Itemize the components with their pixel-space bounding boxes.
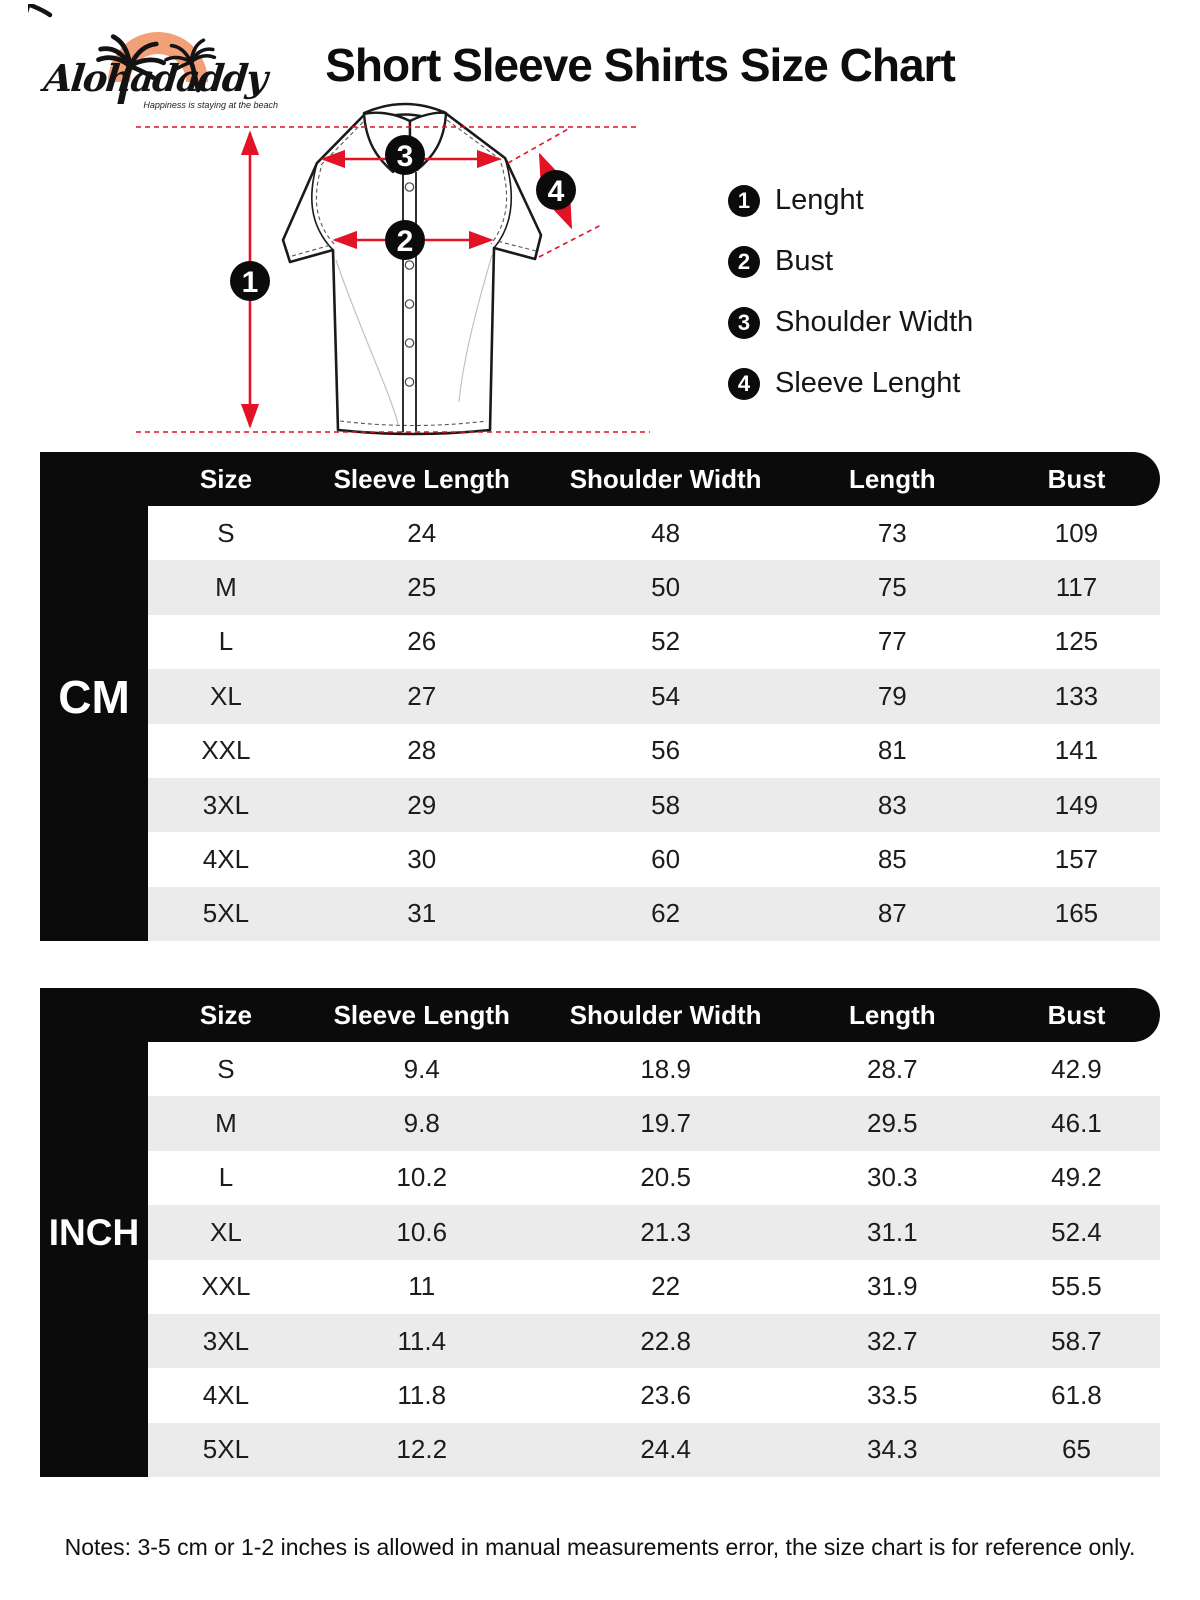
cm-size-table: [40, 452, 1160, 941]
value-cell: 75: [877, 572, 907, 603]
table-row: [148, 778, 1160, 832]
page-title: Short Sleeve Shirts Size Chart: [325, 39, 955, 91]
value-cell: 52.4: [1051, 1216, 1102, 1247]
value-cell: 31.1: [866, 1216, 918, 1247]
value-cell: 109: [1054, 517, 1099, 548]
value-cell: 56: [651, 735, 681, 766]
value-cell: 117: [1055, 572, 1098, 603]
value-cell: 21.3: [640, 1216, 691, 1247]
size-cell: 4XL: [202, 1380, 250, 1411]
legend-item-length: [728, 183, 973, 218]
size-cell: 5XL: [202, 898, 250, 929]
value-cell: 149: [1054, 789, 1099, 820]
value-cell: 125: [1054, 626, 1099, 657]
inch-table-body: [148, 1042, 1160, 1477]
marker-number-2: 2: [396, 225, 414, 258]
sleeve-guide-top: [508, 128, 570, 163]
shirt-diagram: [120, 90, 720, 450]
value-cell: 23.6: [640, 1380, 691, 1411]
value-cell: 25: [407, 572, 437, 603]
table-row: [148, 560, 1160, 614]
legend-label: Shoulder Width: [775, 306, 974, 338]
table-row: [148, 1205, 1160, 1259]
inch-table-header: [40, 988, 1160, 1042]
shirt-diagram-art: [120, 90, 720, 450]
value-cell: 55.5: [1051, 1271, 1102, 1302]
column-header: Sleeve Length: [333, 999, 510, 1030]
value-cell: 29: [407, 789, 437, 820]
value-cell: 87: [877, 898, 907, 929]
value-cell: 28: [407, 735, 437, 766]
value-cell: 18.9: [640, 1053, 691, 1084]
legend-label: Bust: [775, 245, 834, 277]
value-cell: 60: [651, 844, 681, 875]
brand-tagline: Happiness is staying at the beach: [143, 100, 278, 110]
value-cell: 61.8: [1051, 1380, 1102, 1411]
value-cell: 9.4: [403, 1053, 440, 1084]
value-cell: 141: [1054, 735, 1099, 766]
inch-size-table: [40, 988, 1160, 1477]
value-cell: 31.9: [866, 1271, 918, 1302]
column-header: Shoulder Width: [569, 463, 762, 494]
column-header: Sleeve Length: [333, 463, 510, 494]
sleeve-guide-bottom: [539, 224, 603, 257]
palm-tree-icon: [28, 4, 60, 40]
table-row: [148, 1151, 1160, 1205]
value-cell: 24.4: [640, 1434, 691, 1465]
value-cell: 46.1: [1051, 1108, 1102, 1139]
size-cell: 4XL: [202, 844, 250, 875]
value-cell: 24: [407, 517, 437, 548]
value-cell: 32.7: [866, 1325, 918, 1356]
table-row: [148, 615, 1160, 669]
size-cell: S: [217, 517, 235, 548]
table-row: [148, 669, 1160, 723]
column-header: Bust: [1047, 999, 1106, 1030]
table-row: [148, 1260, 1160, 1314]
value-cell: 11.8: [397, 1380, 447, 1411]
size-cell: L: [218, 1162, 234, 1193]
value-cell: 11.4: [397, 1325, 447, 1356]
value-cell: 11: [408, 1271, 436, 1302]
value-cell: 79: [877, 680, 907, 711]
size-cell: 3XL: [202, 1325, 250, 1356]
legend-item-bust: [728, 244, 973, 279]
brand-name: Alohadaddy: [41, 56, 269, 100]
legend-label: Sleeve Lenght: [775, 367, 961, 399]
value-cell: 73: [877, 517, 907, 548]
table-row: [148, 724, 1160, 778]
value-cell: 30.3: [866, 1162, 918, 1193]
inch-unit-label: INCH: [40, 988, 148, 1477]
size-cell: XL: [210, 680, 242, 711]
marker-number-4: 4: [547, 175, 565, 208]
value-cell: 62: [651, 898, 681, 929]
value-cell: 29.5: [866, 1108, 918, 1139]
table-row: [148, 1096, 1160, 1150]
value-cell: 50: [651, 572, 681, 603]
value-cell: 54: [651, 680, 681, 711]
value-cell: 48: [651, 517, 681, 548]
value-cell: 58.7: [1051, 1325, 1102, 1356]
size-cell: L: [218, 626, 234, 657]
value-cell: 165: [1054, 898, 1099, 929]
column-header: Size: [199, 463, 252, 494]
size-cell: M: [215, 1108, 237, 1139]
size-cell: XL: [210, 1216, 242, 1247]
size-cell: 3XL: [202, 789, 250, 820]
value-cell: 42.9: [1051, 1053, 1102, 1084]
value-cell: 12.2: [396, 1434, 448, 1465]
column-header: Length: [848, 999, 936, 1030]
value-cell: 157: [1054, 844, 1099, 875]
value-cell: 30: [407, 844, 437, 875]
table-row: [148, 1042, 1160, 1096]
table-row: [148, 506, 1160, 560]
value-cell: 27: [407, 680, 437, 711]
value-cell: 34.3: [866, 1434, 918, 1465]
value-cell: 22.8: [640, 1325, 691, 1356]
value-cell: 9.8: [403, 1108, 440, 1139]
value-cell: 49.2: [1051, 1162, 1102, 1193]
legend-number-badge: 1: [728, 185, 760, 217]
column-header: Shoulder Width: [569, 999, 762, 1030]
column-header: Length: [848, 463, 936, 494]
value-cell: 26: [407, 626, 437, 657]
table-row: [148, 1368, 1160, 1422]
column-header: Bust: [1047, 463, 1106, 494]
value-cell: 10.6: [396, 1216, 448, 1247]
legend-number-badge: 3: [728, 307, 760, 339]
size-cell: S: [217, 1053, 235, 1084]
legend-item-shoulder-width: [728, 305, 973, 340]
size-cell: XXL: [201, 1271, 251, 1302]
value-cell: 77: [877, 626, 907, 657]
value-cell: 33.5: [866, 1380, 918, 1411]
value-cell: 85: [877, 844, 907, 875]
value-cell: 20.5: [640, 1162, 691, 1193]
cm-table-header: [40, 452, 1160, 506]
table-row: [148, 1423, 1160, 1477]
size-cell: XXL: [201, 735, 251, 766]
measurement-legend: [728, 183, 973, 427]
marker-number-1: 1: [241, 266, 259, 299]
cm-table-body: [148, 506, 1160, 941]
legend-label: Lenght: [775, 184, 864, 216]
column-header: Size: [199, 999, 252, 1030]
legend-number-badge: 2: [728, 246, 760, 278]
table-row: [148, 887, 1160, 941]
value-cell: 81: [877, 735, 907, 766]
size-cell: 5XL: [202, 1434, 250, 1465]
legend-item-sleeve-length: [728, 366, 973, 401]
value-cell: 10.2: [396, 1162, 448, 1193]
value-cell: 22: [651, 1271, 681, 1302]
table-row: [148, 832, 1160, 886]
table-row: [148, 1314, 1160, 1368]
notes-text: Notes: 3-5 cm or 1-2 inches is allowed in manual measurements error, the size chart is for reference only.: [64, 1534, 1136, 1560]
size-cell: M: [215, 572, 237, 603]
marker-number-3: 3: [396, 140, 414, 173]
value-cell: 28.7: [866, 1053, 918, 1084]
value-cell: 133: [1054, 680, 1099, 711]
legend-number-badge: 4: [728, 368, 760, 400]
value-cell: 31: [407, 898, 437, 929]
value-cell: 65: [1062, 1434, 1091, 1465]
cm-unit-label: CM: [40, 452, 148, 941]
value-cell: 52: [651, 626, 681, 657]
value-cell: 58: [651, 789, 681, 820]
value-cell: 19.7: [640, 1108, 691, 1139]
value-cell: 83: [877, 789, 907, 820]
